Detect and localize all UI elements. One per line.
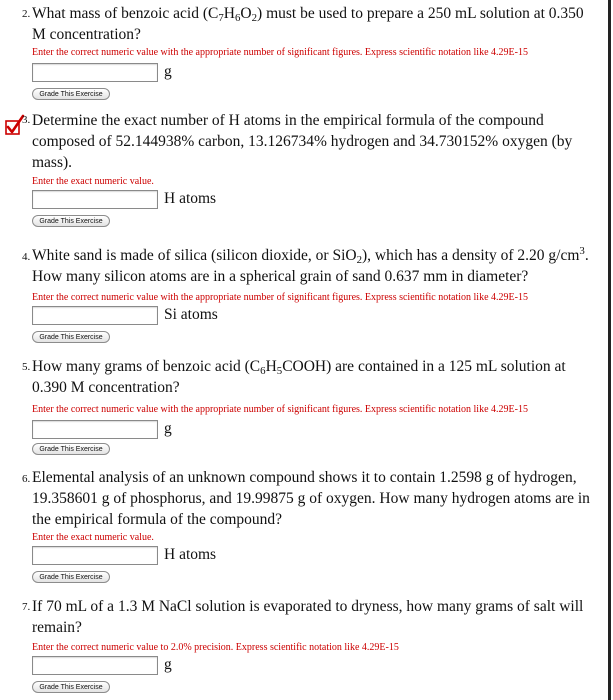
answer-hint: Enter the correct numeric value to 2.0% precision. Express scientific notation like 4.29E-15 <box>32 642 399 653</box>
answer-unit: H atoms <box>164 546 217 563</box>
question-number: 7. <box>22 601 31 613</box>
question-text: What mass of benzoic acid $(C_7H_6O_2)$ must be used to prepare a 250 mL solution at 0.350 M concentration? <box>32 5 584 43</box>
answer-unit: g <box>164 63 172 80</box>
grade-exercise-button[interactable]: Grade This Exercise <box>32 571 110 583</box>
answer-input[interactable] <box>32 306 158 325</box>
answer-unit: g <box>164 420 172 437</box>
answer-input[interactable] <box>32 656 158 675</box>
question-text: Elemental analysis of an unknown compound shows it to contain 1.2598 g of hydrogen, 19.358601 g of phosphorus, and 19.99875 g of oxygen. How many hydrogen atoms are in the empirical formula of the compound? <box>32 469 590 528</box>
answer-row <box>32 420 172 439</box>
grade-exercise-button[interactable]: Grade This Exercise <box>32 331 110 343</box>
answer-hint: Enter the correct numeric value with the appropriate number of significant figures. Express scientific notation like 4.29E-15 <box>32 292 528 303</box>
answer-input[interactable] <box>32 190 158 209</box>
answer-unit: Si atoms <box>164 306 218 323</box>
grade-exercise-button[interactable]: Grade This Exercise <box>32 681 110 693</box>
answer-hint: Enter the correct numeric value with the appropriate number of significant figures. Express scientific notation like 4.29E-15 <box>32 404 528 415</box>
answer-input[interactable] <box>32 546 158 565</box>
question-text: If 70 mL of a 1.3 M NaCl solution is evaporated to dryness, how many grams of salt will remain? <box>32 598 584 636</box>
answer-hint: Enter the exact numeric value. <box>32 176 154 187</box>
answer-input[interactable] <box>32 420 158 439</box>
scrollbar-thumb[interactable] <box>608 0 611 700</box>
answer-hint: Enter the correct numeric value with the appropriate number of significant figures. Express scientific notation like 4.29E-15 <box>32 47 528 58</box>
answer-input[interactable] <box>32 63 158 82</box>
question-text: Determine the exact number of H atoms in the empirical formula of the compound composed of 52.144938% carbon, 13.126734% hydrogen and 34.730152% oxygen (by mass). <box>32 112 573 171</box>
grade-exercise-button[interactable]: Grade This Exercise <box>32 443 110 455</box>
answer-unit: H atoms <box>164 190 217 207</box>
question-number: 2. <box>22 8 31 20</box>
grade-exercise-button[interactable]: Grade This Exercise <box>32 88 110 100</box>
answer-row <box>32 306 218 325</box>
answer-row <box>32 656 172 675</box>
answer-row <box>32 546 216 565</box>
answer-hint: Enter the exact numeric value. <box>32 532 154 543</box>
answer-unit: g <box>164 656 172 673</box>
question-number: 3. <box>22 114 31 126</box>
question-number: 6. <box>22 473 31 485</box>
question-number: 4. <box>22 251 31 263</box>
question-text: White sand is made of silica (silicon dioxide, or SiO$_2$), which has a density of 2.20 $g/cm^3$. How many silicon atoms are in a spherical grain of sand 0.637 mm in diameter? <box>32 245 589 285</box>
question-text: How many grams of benzoic acid $(C_6H_5COOH)$ are contained in a 125 mL solution at 0.390 M concentration? <box>32 358 566 396</box>
scrollbar-track[interactable] <box>606 0 613 700</box>
grade-exercise-button[interactable]: Grade This Exercise <box>32 215 110 227</box>
question-number: 5. <box>22 361 31 373</box>
answer-row <box>32 190 216 209</box>
answer-row <box>32 63 172 82</box>
